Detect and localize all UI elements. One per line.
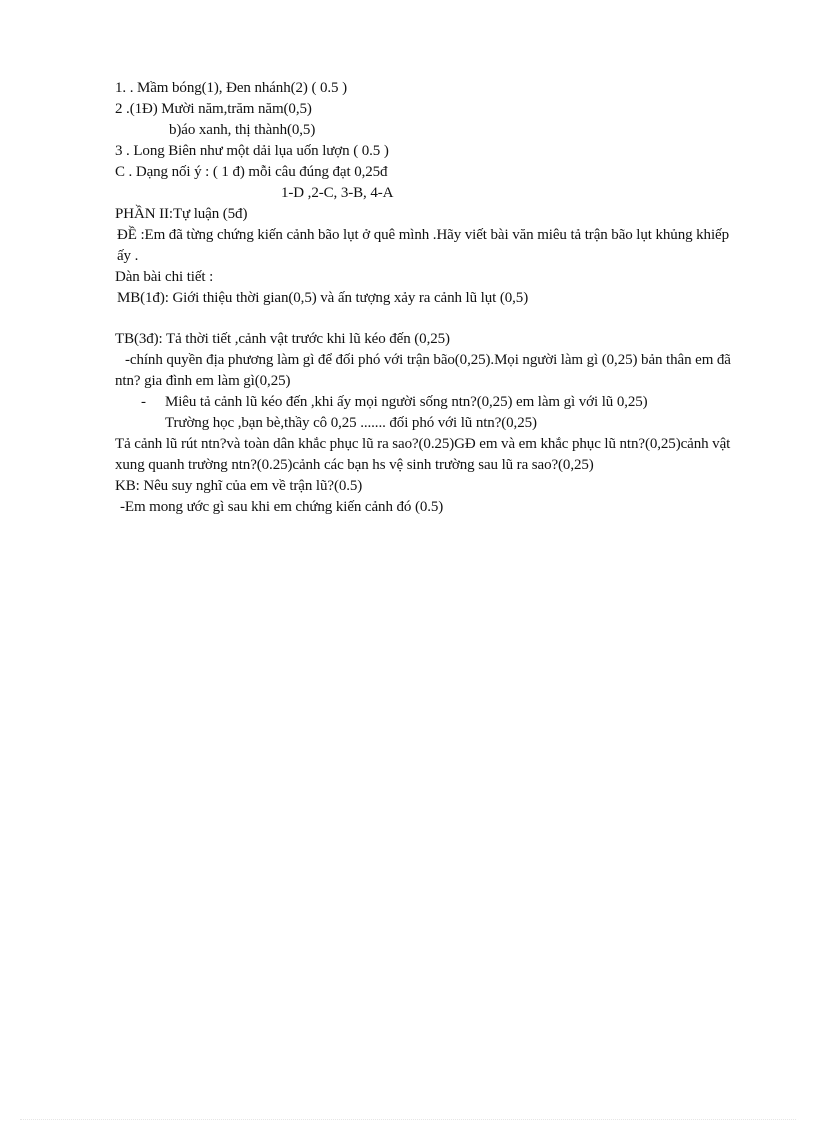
essay-prompt: ĐỀ :Em đã từng chứng kiến cảnh bão lụt ở quê mình .Hãy viết bài văn miêu tả trận bão lụt khủng khiếp ấy .: [117, 227, 729, 264]
outline-tb: TB(3đ): Tả thời tiết ,cảnh vật trước khi lũ kéo đến (0,25): [115, 331, 450, 347]
paragraph-gap: [115, 309, 735, 329]
outline-kb-item-text: -Em mong ước gì sau khi em chứng kiến cảnh đó (0.5): [120, 499, 444, 515]
outline-tb-item-1-text: -chính quyền địa phương làm gì để đối phó với trận bão(0,25).Mọi người làm gì (0,25) bản thân em đã ntn? gia đình em làm gì(0,25): [115, 352, 731, 389]
outline-kb-item: [115, 497, 735, 518]
outline-tb-item-1: [115, 350, 735, 392]
outline-mb: MB(1đ): Giới thiệu thời gian(0,5) và ấn tượng xảy ra cảnh lũ lụt (0,5): [117, 290, 529, 306]
matching-answers: 1-D ,2-C, 3-B, 4-A: [281, 185, 394, 201]
document-body: [115, 78, 735, 518]
bullet-dash: -: [141, 394, 146, 410]
answer-line-1: 1. . Mầm bóng(1), Đen nhánh(2) ( 0.5 ): [115, 80, 347, 96]
answer-line-2b: b)áo xanh, thị thành(0,5): [169, 122, 316, 138]
outline-tb-item-3: Trường học ,bạn bè,thầy cô 0,25 ....... đối phó với lũ ntn?(0,25): [165, 415, 537, 431]
answer-line-3: 3 . Long Biên như một dải lụa uốn lượn ( 0.5 ): [115, 143, 389, 159]
section-c-heading: C . Dạng nối ý : ( 1 đ) mỗi câu đúng đạt 0,25đ: [115, 164, 388, 180]
answer-line-2: 2 .(1Đ) Mười năm,trăm năm(0,5): [115, 101, 312, 117]
outline-label: Dàn bài chi tiết :: [115, 269, 214, 285]
page-bottom-rule: [20, 1119, 796, 1120]
outline-tb-item-2: [115, 392, 735, 413]
outline-tb-item-4: Tả cảnh lũ rút ntn?và toàn dân khắc phục lũ ra sao?(0.25)GĐ em và em khắc phục lũ ntn?(0,25)cảnh vật xung quanh trường ntn?(0.25)cảnh các bạn hs vệ sinh trường sau lũ ra sao?(0,25): [115, 436, 731, 473]
outline-kb: KB: Nêu suy nghĩ của em về trận lũ?(0.5): [115, 478, 363, 494]
part2-heading: PHẦN II:Tự luận (5đ): [115, 206, 248, 222]
outline-tb-item-2-text: Miêu tả cảnh lũ kéo đến ,khi ấy mọi người sống ntn?(0,25) em làm gì với lũ 0,25): [165, 394, 648, 410]
